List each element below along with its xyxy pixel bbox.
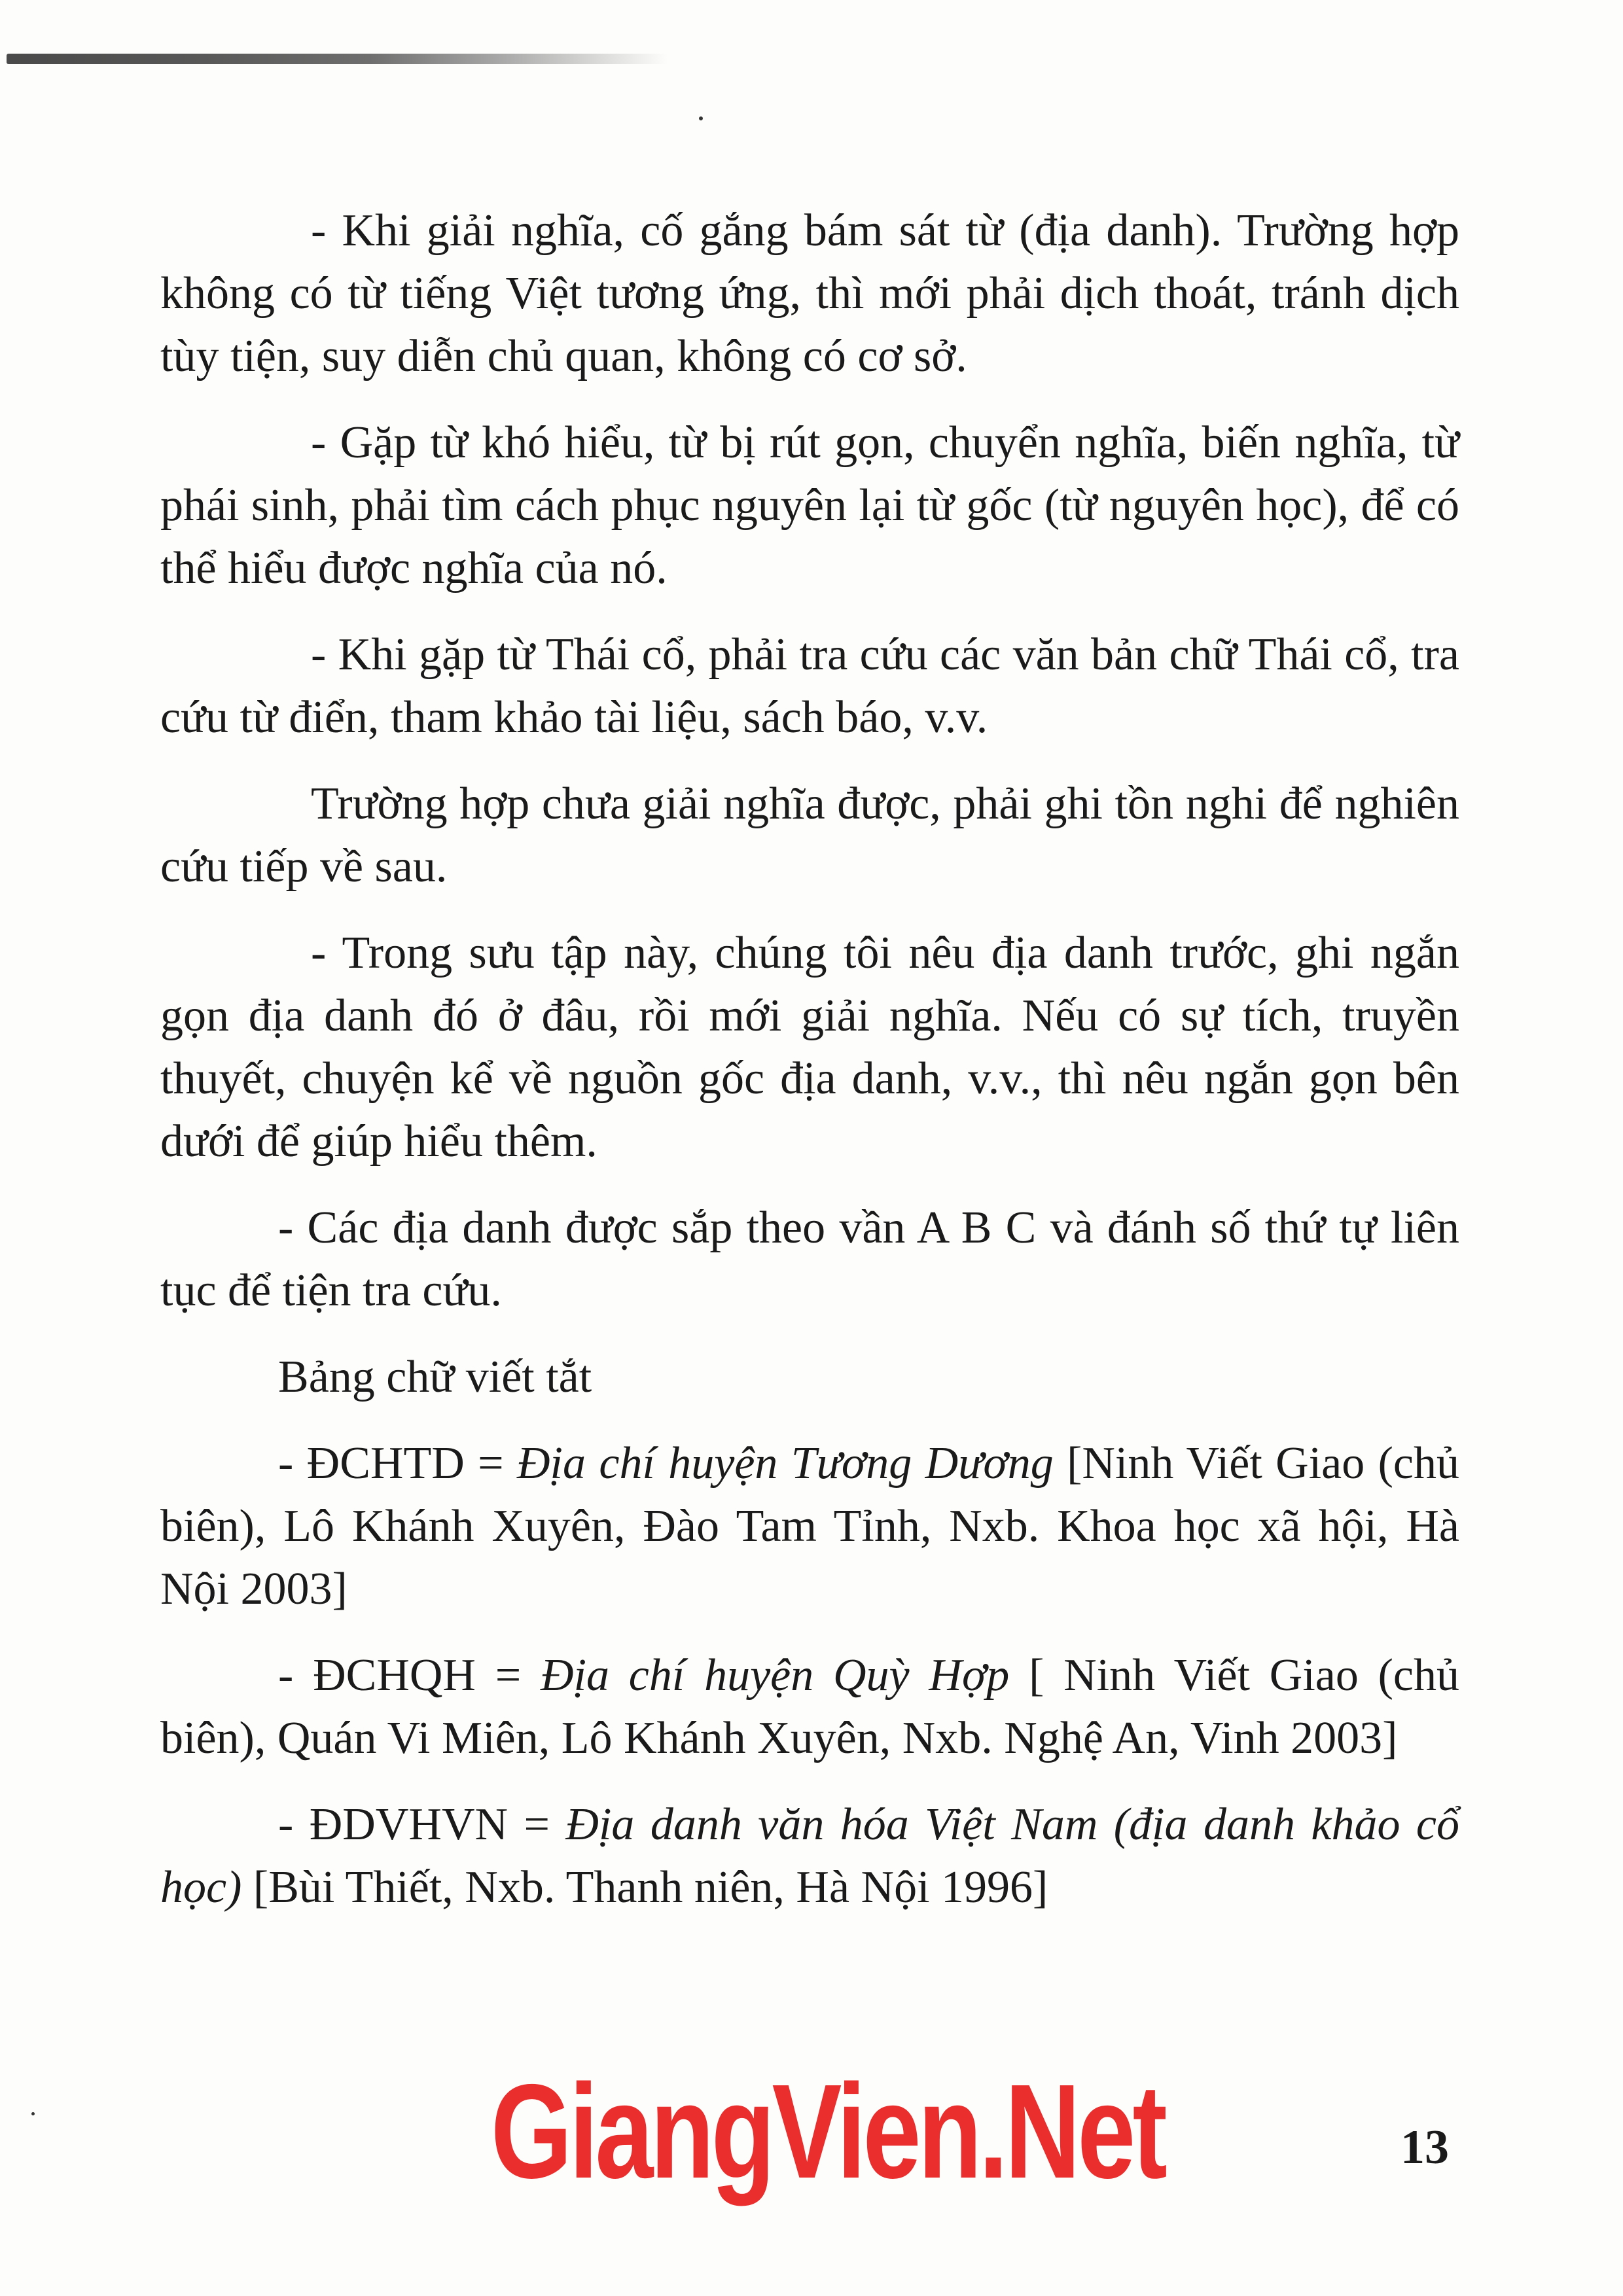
paragraph: - Trong sưu tập này, chúng tôi nêu địa danh trước, ghi ngắn gọn địa danh đó ở đâu, rồi mới giải nghĩa. Nếu có sự tích, truyền thuyết, chuyện kể về nguồn gốc địa danh, v.v., thì nêu ngắn gọn bên dưới để giúp hiểu thêm. xyxy=(160,928,1459,1167)
abbreviation-entry xyxy=(160,1793,1459,1919)
abbreviation-title: Địa chí huyện Quỳ Hợp xyxy=(541,1650,1010,1701)
abbreviation-title: Địa danh văn hóa Việt Nam (địa danh khảo cổ học) xyxy=(160,1799,1459,1913)
scan-speck xyxy=(699,116,703,120)
page-number: 13 xyxy=(1400,2121,1449,2174)
scan-edge-shadow xyxy=(7,54,668,64)
abbreviation-heading: Bảng chữ viết tắt xyxy=(278,1352,592,1402)
abbreviation-detail: [ Ninh Viết Giao (chủ biên), Quán Vi Miên, Lô Khánh Xuyên, Nxb. Nghệ An, Vinh 2003] xyxy=(160,1650,1460,1763)
paragraph: - Các địa danh được sắp theo vần A B C và đánh số thứ tự liên tục để tiện tra cứu. xyxy=(160,1203,1459,1316)
abbreviation-entry xyxy=(160,1644,1459,1770)
abbreviation-code: - ĐCHTD = xyxy=(278,1438,517,1489)
abbreviation-entry xyxy=(160,1432,1459,1621)
paragraph: Trường hợp chưa giải nghĩa được, phải ghi tồn nghi để nghiên cứu tiếp về sau. xyxy=(160,779,1459,892)
paragraph: - Khi giải nghĩa, cố gắng bám sát từ (địa danh). Trường hợp không có từ tiếng Việt tương ứng, thì mới phải dịch thoát, tránh dịch tùy tiện, suy diễn chủ quan, không có cơ sở. xyxy=(160,205,1459,381)
abbreviation-detail: [Bùi Thiết, Nxb. Thanh niên, Hà Nội 1996] xyxy=(241,1862,1048,1913)
page-body xyxy=(160,200,1459,1943)
scan-speck xyxy=(31,2112,35,2115)
paragraph: - Khi gặp từ Thái cổ, phải tra cứu các văn bản chữ Thái cổ, tra cứu từ điển, tham khảo tài liệu, sách báo, v.v. xyxy=(160,629,1459,743)
abbreviation-code: - ĐCHQH = xyxy=(278,1650,541,1701)
watermark-logo: GiangVien.Net xyxy=(491,2057,1165,2206)
abbreviation-title: Địa chí huyện Tương Dương xyxy=(517,1438,1054,1489)
abbreviation-code: - ĐDVHVN = xyxy=(278,1799,566,1850)
paragraph: - Gặp từ khó hiểu, từ bị rút gọn, chuyển nghĩa, biến nghĩa, từ phái sinh, phải tìm cách phục nguyên lại từ gốc (từ nguyên học), để có thể hiểu được nghĩa của nó. xyxy=(160,417,1459,593)
abbreviation-detail: [Ninh Viết Giao (chủ biên), Lô Khánh Xuyên, Đào Tam Tỉnh, Nxb. Khoa học xã hội, Hà Nội 2003] xyxy=(160,1438,1459,1614)
